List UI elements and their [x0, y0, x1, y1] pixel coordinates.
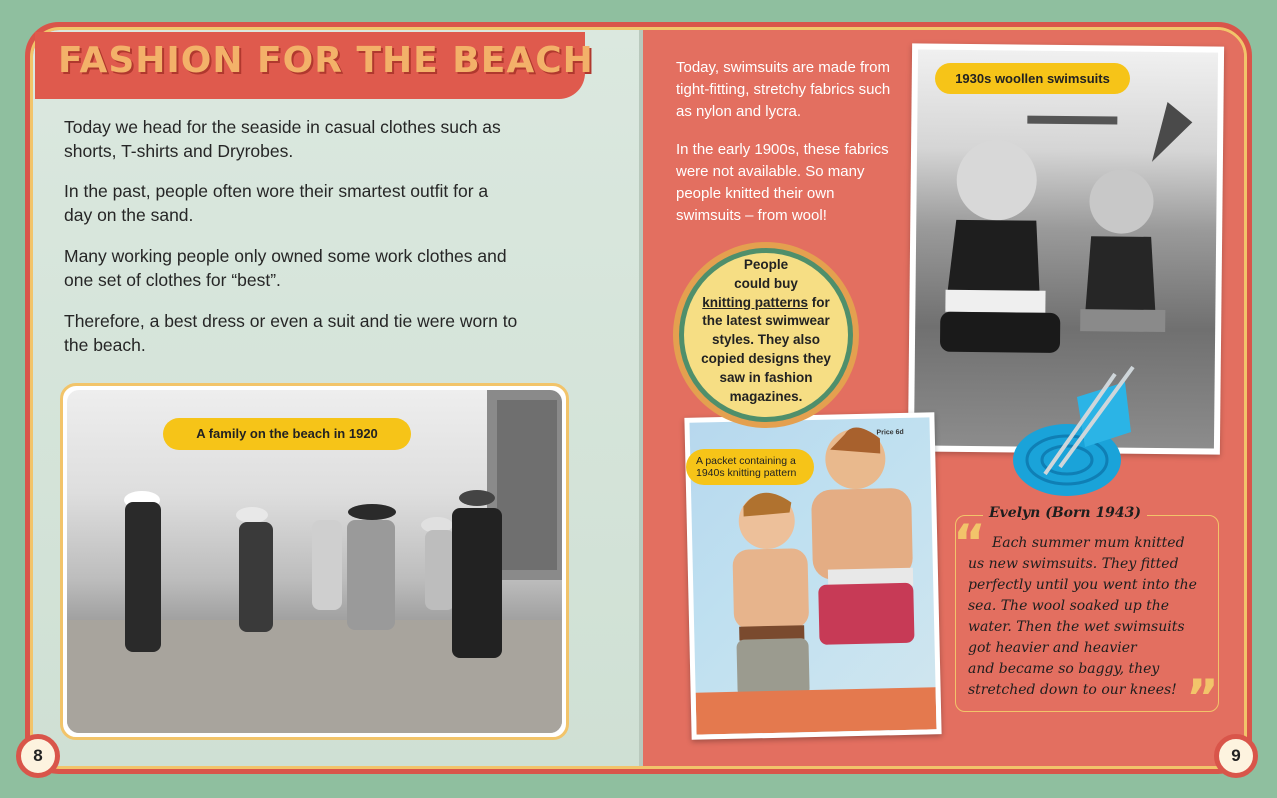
yarn-knitting-icon — [1005, 362, 1140, 502]
quote-line-3: perfectly until you went into the — [968, 577, 1197, 593]
open-quote-icon: “ — [953, 514, 986, 572]
packet-caption: A packet containing a 1940s knitting pattern — [686, 449, 814, 485]
fact-bold-phrase: knitting patterns — [702, 294, 808, 310]
packet-price: Price 6d — [876, 428, 904, 437]
page-title: FASHION FOR THE BEACH — [58, 40, 594, 81]
quote-line-5: water. Then the wet swimsuits — [968, 619, 1185, 635]
left-paragraph-1: Today we head for the seaside in casual clothes such as shorts, T-shirts and Dryrobes. — [64, 117, 501, 161]
book-spine — [639, 30, 643, 766]
fact-line-1: People — [743, 257, 789, 272]
fact-line-5: styles. They also — [711, 332, 821, 348]
quote-line-4: sea. The wool soaked up the — [968, 598, 1170, 614]
woollen-swimsuits-caption: 1930s woollen swimsuits — [935, 63, 1130, 94]
fact-line-2: could buy — [734, 275, 798, 291]
page-number-right: 9 — [1214, 734, 1258, 778]
fact-line-7: saw in fashion — [719, 369, 813, 385]
fact-line-6: copied designs they — [701, 350, 831, 366]
quote-line-8: stretched down to our knees! — [968, 682, 1177, 698]
quote-heading: Evelyn (Born 1943) — [983, 505, 1147, 521]
quote-line-7: and became so baggy, they — [968, 661, 1160, 677]
quote-line-6: got heavier and heavier — [968, 640, 1137, 656]
fact-line-3-rest: for — [808, 294, 830, 310]
left-paragraph-2: In the past, people often wore their smartest outfit for a day on the sand. — [64, 181, 489, 225]
fact-line-8: magazines. — [729, 388, 803, 404]
right-paragraph-1: Today, swimsuits are made from tight-fitting, stretchy fabrics such as nylon and lycra. — [676, 59, 891, 120]
left-paragraph-3: Many working people only owned some work clothes and one set of clothes for “best”. — [64, 246, 507, 290]
fact-line-4: the latest swimwear — [702, 313, 830, 329]
quote-line-2: us new swimsuits. They fitted — [968, 556, 1179, 572]
left-paragraph-4: Therefore, a best dress or even a suit and tie were worn to the beach. — [64, 311, 518, 355]
quote-line-1: Each summer mum knitted — [992, 535, 1185, 551]
page-number-left: 8 — [16, 734, 60, 778]
quote-text — [968, 533, 1214, 701]
close-quote-icon: ” — [1186, 669, 1219, 727]
family-photo-caption: A family on the beach in 1920 — [163, 418, 411, 450]
right-paragraph-2: In the early 1900s, these fabrics were not available. So many people knitted their own swimsuits – from wool! — [676, 141, 889, 224]
fact-line-3 — [690, 294, 842, 313]
fact-circle-text — [690, 256, 842, 406]
